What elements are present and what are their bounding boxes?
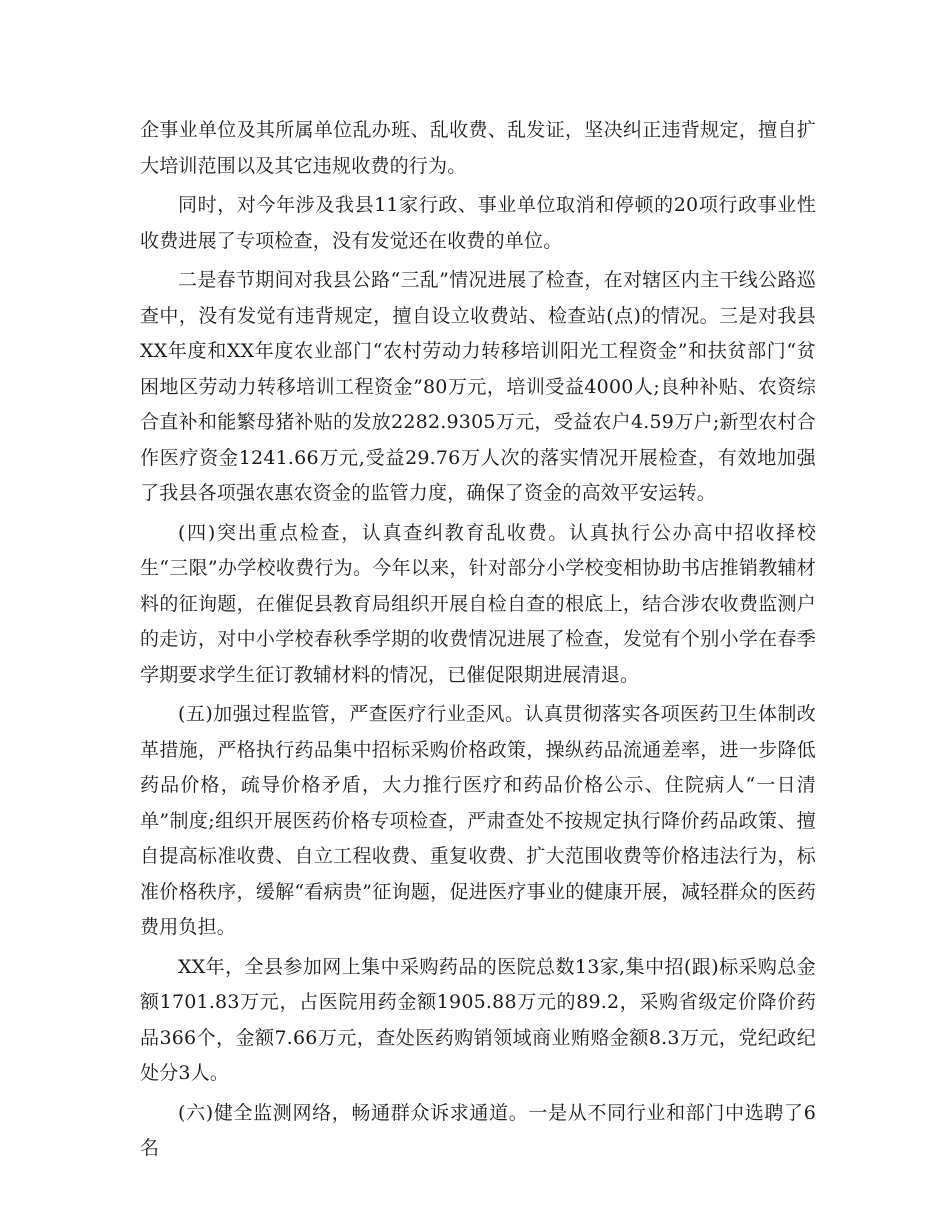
paragraph-7: (六)健全监测网络，畅通群众诉求通道。一是从不同行业和部门中选聘了6名 (140, 1101, 816, 1159)
paragraph-6: XX年，全县参加网上集中采购药品的医院总数13家,集中招(跟)标采购总金额1701.83万元，占医院用药金额1905.88万元的89.2，采购省级定价降价药品366个，金额7.66万元，查处医药购销领域商业贿赂金额8.3万元，党纪政纪处分3人。 (140, 955, 816, 1084)
paragraph-2: 同时，对今年涉及我县11家行政、事业单位取消和停顿的20项行政事业性收费进展了专项检查，没有发觉还在收费的单位。 (140, 194, 816, 252)
paragraph-3: 二是春节期间对我县公路“三乱”情况进展了检查，在对辖区内主干线公路巡查中，没有发觉有违背规定，擅自设立收费站、检查站(点)的情况。三是对我县XX年度和XX年度农业部门“农村劳动力转移培训阳光工程资金”和扶贫部门“贫困地区劳动力转移培训工程资金”80万元，培训受益4000人;良种补贴、农资综合直补和能繁母猪补贴的发放2282.9305万元，受益农户4.59万户;新型农村合作医疗资金1241.66万元,受益29.76万人次的落实情况开展检查，有效地加强了我县各项强农惠农资金的监管力度，确保了资金的高效平安运转。 (140, 269, 816, 504)
paragraph-5: (五)加强过程监管，严查医疗行业歪风。认真贯彻落实各项医药卫生体制改革措施，严格执行药品集中招标采购价格政策，操纵药品流通差率，进一步降低药品价格，疏导价格矛盾，大力推行医疗和药品价格公示、住院病人“一日清单”制度;组织开展医药价格专项检查，严肃查处不按规定执行降价药品政策、擅自提高标准收费、自立工程收费、重复收费、扩大范围收费等价格违法行为，标准价格秩序，缓解“看病贵”征询题，促进医疗事业的健康开展，减轻群众的医药费用负担。 (140, 703, 816, 938)
document-body (140, 113, 816, 1171)
paragraph-1: 企事业单位及其所属单位乱办班、乱收费、乱发证，坚决纠正违背规定，擅自扩大培训范围以及其它违规收费的行为。 (140, 119, 816, 177)
paragraph-4: (四)突出重点检查，认真查纠教育乱收费。认真执行公办高中招收择校生“三限”办学校收费行为。今年以来，针对部分小学校变相协助书店推销教辅材料的征询题，在催促县教育局组织开展自检自查的根底上，结合涉农收费监测户的走访，对中小学校春秋季学期的收费情况进展了检查，发觉有个别小学在春季学期要求学生征订教辅材料的情况，已催促限期进展清退。 (140, 521, 816, 686)
